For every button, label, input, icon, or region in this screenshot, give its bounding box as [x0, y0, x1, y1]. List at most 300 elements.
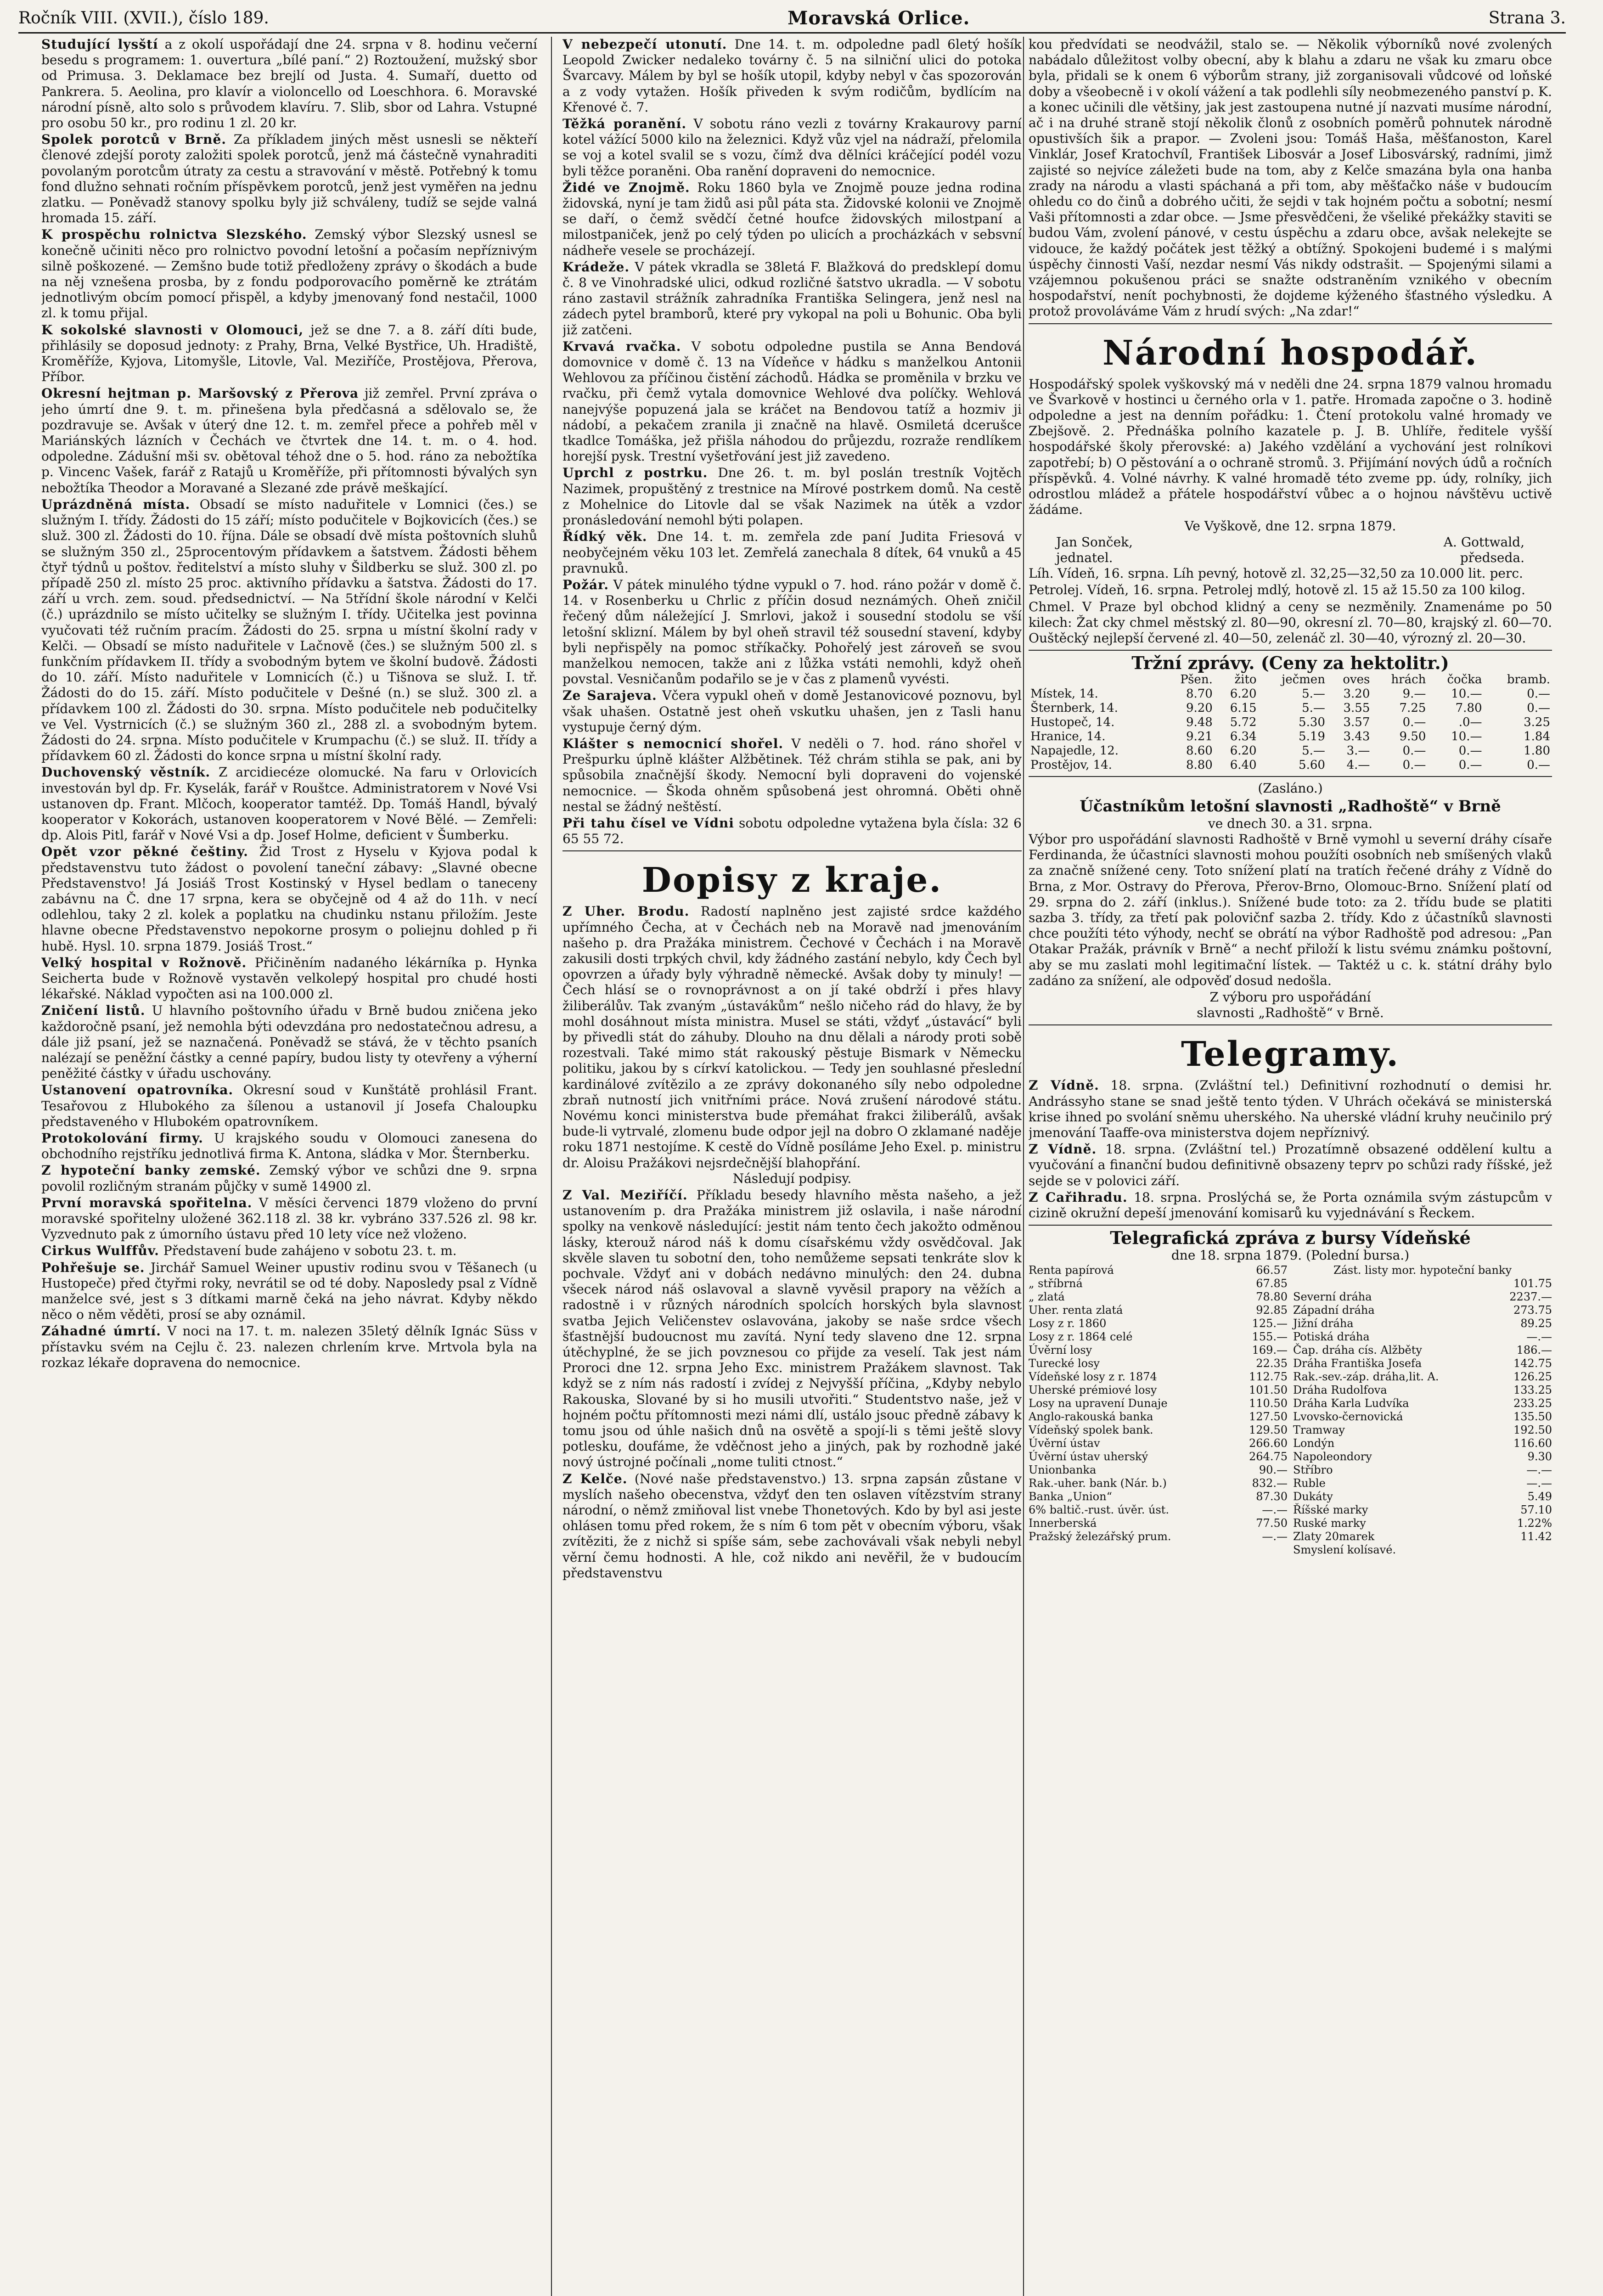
- local-news: [562, 37, 1022, 847]
- bursa-name: Tramway: [1293, 1423, 1345, 1436]
- article-text: již zemřel. První zpráva o jeho úmrtí dne 9. t. m. přinešena byla předčasná a sdělovalo se, že pozdravuje se. Avšak v úterý dne 12. t. m. zemřel přece a pohřeb měl v Mariánských lázních v Čechách ve čtvrtek dne 14. t. m. o 4. hod. odpoledne. Zádušní mši sv. obětoval téhož dne o 5. hod. ráno za nebožtíka p. Vincenc Vašek, farář z Ratajů u Kroměříže, při přítomnosti bývalých syn nebožtíka Theodor a Moravané a Slezané zde právě meškající.: [41, 386, 537, 495]
- bursa-name: 6% baltič.-rust. úvěr. úst.: [1029, 1503, 1170, 1516]
- market-note: Chmel. V Praze byl obchod klidný a ceny se nezměnily. Znamenáme po 50 kilech: Žat cky chmel městský zl. 80—90, okresní zl. 70—80, krajský zl. 60—70. Ouštěcký nejlepší červené zl. 40—50, zelenáč zl. 30—40, výrozný zl. 20—30.: [1029, 599, 1552, 646]
- bursa-name: Potiská dráha: [1293, 1330, 1370, 1343]
- bursa-value: 89.25: [1520, 1317, 1552, 1330]
- article-text: Radostí naplněno jest zajisté srdce každého upřímného Čecha, at v Čechách neb na Moravě nad jmenováním našeho p. dra Pražáka ministrem. Čechové v Čechách i na Moravě zakusili dosti trpkých chvil, kdy žádného zastání nebylo, kdy Čech byl opovrzen a úřady byly výhradně německé. Avšak doby ty minuly! — Čech hlásí se o rovnoprávnost a on jí také obdrží i přes hlavy žiliberálův. Tak zvaným „ústavákům“ nešlo ničeho rád do hlavy, že by mohl dosáhnout místa ministra. Musel se státi, vždyť „ústavácí“ byli by přivedli stát do záhuby. Dlouho na dnu dělali a národy proti sobě rozestvali. Také mimo stát rakouský pěstuje Bismark v Německu politiku, jakou by s církví katolickou. — Tedy jen souhlasné přeslední kardinálové zvítězilo a ze zprávy dokonaného síly nebo odpoledne zbraň nutností jich vnitřními práce. Nová zrušení národové státu. Novému konci ministerstva bude přemáhat frakci žiliberálů, avšak bude-li vytrvalé, zlomenu bude odpor jejl na dobro O zklamané naděje roku 1871 nestojíme. K cestě do Vídně posíláme Jeho Exel. p. ministru dr. Aloisu Pražákovi nejsrdečnější blahopřání.: [562, 904, 1022, 1171]
- article: [41, 1163, 537, 1194]
- bursa-value: 266.60: [1249, 1436, 1288, 1450]
- table-cell: Hranice, 14.: [1030, 730, 1106, 744]
- section-rule: [1029, 776, 1552, 777]
- bursa-row: [1029, 1450, 1288, 1463]
- table-cell: 0.—: [1402, 758, 1426, 772]
- bursa-value: 112.75: [1249, 1370, 1288, 1383]
- bursa-value: 135.50: [1513, 1410, 1552, 1423]
- bursa-value: 832.—: [1252, 1476, 1288, 1490]
- bursa-value: 110.50: [1249, 1396, 1288, 1410]
- table-cell: 5.30: [1299, 715, 1325, 730]
- bursa-value: —.—: [1526, 1463, 1552, 1476]
- article-text: U hlavního poštovního úřadu v Brně budou zničena jeko každoročně psaní, jež nemohla býti odevzdána pro nedostatečnou adresu, a dále již psaní, jež se naznačená. Poněvadž se stává, že v těchto psaních nalézají se peněžní částky a cenné papíry, budou listy ty otevřeny a výherní peněžité částky v úřadu uschovány.: [41, 1003, 537, 1081]
- trzni-column-header: bramb.: [1507, 673, 1550, 687]
- article: [562, 577, 1022, 687]
- zaslano-sig2: slavnosti „Radhoště“ v Brně.: [1197, 1005, 1384, 1021]
- article-headline: Z Cařihradu.: [1029, 1189, 1128, 1205]
- article: [562, 688, 1022, 735]
- article: [562, 180, 1022, 259]
- article-text: Žid Trost z Hyselu v Kyjova podal k představenstvu tuto žádost o povolení taneční zábavy: „Slavné obecne Představenstvo! Já Josiáš Trost Kostinský v Hysel bedlam o taneceny zabávnu na Č. dne 17 srpna, kera se obyčejně od 4 až do 11h. v necí odlehlou, taky 2 zl. kolek a poplatku na chudinku nstanu přiložím. Jeste hlavne obecne Představenstvo nepokorne prosym o poliejnu dohled p ři hubě. Hysl. 10. srpna 1879. Josiáš Trost.“: [41, 844, 537, 954]
- market-notes: [1029, 566, 1552, 646]
- bursa-name: Úvěrní ústav uherský: [1029, 1450, 1148, 1463]
- article-headline: Z Val. Meziříčí.: [562, 1187, 688, 1203]
- article-headline: Opět vzor pěkné češtiny.: [41, 844, 248, 860]
- page-number: Strana 3.: [1488, 8, 1566, 28]
- table-row: [1029, 758, 1552, 772]
- table-cell: 9.21: [1186, 730, 1213, 744]
- bursa-name: Unionbanka: [1029, 1463, 1097, 1476]
- bursa-name: Vídeňské losy z r. 1874: [1029, 1370, 1157, 1383]
- table-cell: 6.40: [1230, 758, 1257, 772]
- bursa-name: Zlaty 20marek: [1293, 1530, 1375, 1543]
- bursa-row: [1293, 1490, 1552, 1503]
- bursa-value: 142.75: [1513, 1356, 1552, 1370]
- table-cell: Šternberk, 14.: [1030, 701, 1118, 715]
- bursa-row: [1029, 1344, 1288, 1357]
- article-text: Z arcidiecéze olomucké. Na faru v Orlovicích investován byl dp. Fr. Kyselák, farář v Rouštce. Administratorem v Nové Vsi ustanoven dp. Frant. Mlčoch, kooperator tamtéž. Dp. Tomáš Handl, bývalý kooperator v Kokorách, ustanoven kooperatorem v Nové Bělé. — Zemřeli: dp. Alois Pitl, farář v Nové Vsi a dp. Josef Holme, deficient v Šumberku.: [41, 765, 537, 843]
- trzni-column-header: čočka: [1447, 673, 1482, 687]
- table-cell: Napajedle, 12.: [1030, 744, 1119, 758]
- section-dopisy-title: Dopisy z kraje.: [641, 861, 943, 900]
- signature-chairman: A. Gottwald,: [1443, 534, 1524, 550]
- bursa-name: Losy z r. 1860: [1029, 1317, 1107, 1330]
- table-cell: .0—: [1458, 715, 1482, 730]
- bursa-row: [1029, 1397, 1288, 1410]
- article-headline: Židé ve Znojmě.: [562, 180, 690, 195]
- article: [562, 465, 1022, 528]
- table-cell: 0.—: [1402, 715, 1426, 730]
- bursa-name: Rak.-uher. bank (Nár. b.): [1029, 1476, 1167, 1490]
- section-rule: [1029, 323, 1552, 324]
- bursa-value: 22.35: [1256, 1356, 1288, 1370]
- table-cell: 5.19: [1299, 730, 1325, 744]
- bursa-row: [1293, 1397, 1552, 1410]
- bursa-right-rows: [1293, 1277, 1552, 1557]
- article: [562, 37, 1022, 115]
- bursa-name: Ruble: [1293, 1476, 1326, 1490]
- table-cell: 9.—: [1402, 687, 1426, 701]
- bursa-value: 101.50: [1249, 1383, 1288, 1396]
- bursa-value: 11.42: [1520, 1530, 1552, 1543]
- bursa-row: [1029, 1463, 1288, 1477]
- article-headline: K prospěchu rolnictva Slezského.: [41, 227, 307, 242]
- table-cell: 6.20: [1230, 687, 1257, 701]
- bursa-name: Innerberská: [1029, 1516, 1097, 1530]
- section-hospodar-title: Národní hospodář.: [1102, 333, 1478, 373]
- article-text: sobotu odpoledne vytažena byla čísla: 32 6 65 55 72.: [562, 815, 1022, 847]
- table-cell: 0.—: [1458, 758, 1482, 772]
- bursa-name: Dukáty: [1293, 1490, 1333, 1503]
- article: [41, 1003, 537, 1081]
- bursa-name: Čap. dráha cís. Alžběty: [1293, 1343, 1422, 1356]
- table-cell: 3.43: [1343, 730, 1370, 744]
- bursa-value: 92.85: [1256, 1303, 1288, 1317]
- article-headline: Uprchl z postrku.: [562, 465, 708, 481]
- article-text: V noci na 17. t. m. nalezen 35letý dělník Ignác Süss v přístavku svém na Cejlu č. 23. nalezen chrlením krve. Mrtvola byla na rozkaz lékaře dopravena do nemocnice.: [41, 1323, 537, 1370]
- bursa-name: „ zlatá: [1029, 1290, 1065, 1303]
- table-cell: 10.—: [1451, 730, 1482, 744]
- article: [41, 1131, 537, 1162]
- table-row: [1029, 701, 1552, 715]
- bursa-value: 9.30: [1527, 1450, 1552, 1463]
- article-text: Včera vypukl oheň v domě Jestanovicové poznovu, byl však uhašen. Ostatně jest oheň vskutku uhašen, jen z Tasli hanu vystupuje černý dým.: [562, 688, 1022, 735]
- bursa-value: 273.75: [1513, 1303, 1552, 1317]
- bursa-value: —.—: [1526, 1330, 1552, 1343]
- bursa-row: [1293, 1503, 1552, 1517]
- article: [41, 1323, 537, 1371]
- trzni-title: Tržní zprávy. (Ceny za hektolitr.): [1131, 653, 1449, 674]
- page-header: [18, 6, 1566, 29]
- bursa-name: Turecké losy: [1029, 1356, 1100, 1370]
- bursa-value: 126.25: [1513, 1370, 1552, 1383]
- table-cell: 8.70: [1186, 687, 1213, 701]
- column-divider: [551, 37, 552, 2296]
- bursa-name: Vídeňský spolek bank.: [1029, 1423, 1153, 1436]
- bursa-subtitle: dne 18. srpna 1879. (Polední bursa.): [1171, 1248, 1410, 1263]
- table-cell: 6.15: [1230, 701, 1257, 715]
- article-headline: Požár.: [562, 577, 609, 592]
- bursa-row: [1029, 1384, 1288, 1397]
- article: [41, 955, 537, 1002]
- issue-number: Ročník VIII. (XVII.), číslo 189.: [18, 8, 269, 28]
- article-headline: Ze Sarajeva.: [562, 688, 657, 703]
- bursa-name: Dráha Karla Ludvíka: [1293, 1396, 1409, 1410]
- bursa-value: 87.30: [1256, 1490, 1288, 1503]
- trzni-column-header: žito: [1234, 673, 1257, 687]
- bursa-row: [1293, 1290, 1552, 1304]
- article-text: Zemský výbor Slezský usnesl se konečně učiniti něco pro rolnictvo povodní letošní a počasím nepříznivým silně poškozené. — Zemšno bude totiž předloženy zprávy o škodách a bude na něj vznešena prosba, by z fondu podporovacího poměrně ke ztrátám jednotlivým obcím pomocí přispěl, a kdyby jmenovaný fond nestačil, 1000 zl. k tomu přijal.: [41, 227, 537, 321]
- bursa-name: Napoleondory: [1293, 1450, 1372, 1463]
- article-headline: Z Vídně.: [1029, 1142, 1097, 1157]
- table-cell: 9.50: [1399, 730, 1426, 744]
- bursa-title: Telegrafická zpráva z bursy Vídeňské: [1110, 1227, 1471, 1249]
- bursa-row: [1029, 1290, 1288, 1304]
- article: [41, 497, 537, 764]
- table-cell: Hustopeč, 14.: [1030, 715, 1115, 730]
- article: [41, 1195, 537, 1243]
- article-headline: K sokolské slavnosti v Olomouci,: [41, 322, 304, 338]
- table-cell: 0.—: [1527, 687, 1550, 701]
- table-row: [1029, 687, 1552, 701]
- bursa-name: Pražský železářský prum.: [1029, 1530, 1171, 1543]
- table-cell: 5.60: [1299, 758, 1325, 772]
- bursa-name: Losy z r. 1864 celé: [1029, 1330, 1133, 1343]
- section-telegramy-title: Telegramy.: [1181, 1035, 1400, 1075]
- bursa-value: 125.—: [1252, 1317, 1288, 1330]
- bursa-row: [1029, 1304, 1288, 1317]
- bursa-row: [1293, 1330, 1552, 1344]
- bursa-row: [1293, 1437, 1552, 1450]
- signature-secretary: Jan Sonček,: [1056, 534, 1133, 550]
- bursa-name: Anglo-rakouská banka: [1029, 1410, 1153, 1423]
- bursa-row: [1029, 1357, 1288, 1370]
- article-text: Za příkladem jiných měst usnesli se někteří členové zdejší poroty založiti spolek porotců, jenž má částečně vynahraditi povolaným porotcům útraty za cestu a stravování v městě. Potřebný k tomu fond dlužno sehnati ročním příspěvkem porotců, jenž jest vyměřen na jednu zlatku. — Poněvadž stanovy spolku byly již schváleny, tudíž se sejde valná hromada 15. září.: [41, 132, 537, 226]
- bursa-row: [1029, 1410, 1288, 1424]
- bursa-row: [1293, 1410, 1552, 1424]
- kelc-continuation: kou předvídati se neodvážil, stalo se. — Několik výborníků nové zvolených nabádalo důležitost volby obecní, aby k blahu a zdaru ne však ku zmaru obce byla, přidali se k onem 6 výborům strany, již zorganisovali vůdcové od loňské doby a všeobecně i v okolí vážení a tak podlehli síly neobmezeného panství p. K. a konec učinili dle většiny, jak jest zastoupena nutné jí nazvati musíme národní, ač i na druhé straně stojí několik člonů z osobních poměrů pohnutek národně opustivších šik a prapor. — Zvoleni jsou: Tomáš Haša, měšťanoston, Karel Vinklár, Josef Kratochvíl, František Libosvár a Josef Libosvárský, radními, jimž zajisté so nejvíce záležeti bude na tom, aby z Kelče smazána byla ona hanba zrady na národu a vlasti spáchaná a při tom, aby měšťačko náše v budoucím ohledu co do činů a dobrého učiti, že sejdi v tak hojném počtu a sobotní; nesmí Vaši přítomnosti a zdar obce. — Jsme přesvědčeni, že všeliké překážky staviti se budou Vám, zvolení pánové, v cestu úspěchu a zdaru obce, avšak nelekejte se vidouce, že každý počátek jest těžký a obtížný. Spokojeni budemé i s malými úspěchy činnosti Vaší, nezdar nesmí Vás nikdy odstrašit. — Spojenými silami a vzájemnou pokušenou práci se snažte odstraněním vznikého v obecním hospodařství, nenít pochybnosti, že dojdeme kýženého šťastného výsledku. A protož provoláváme Vám z hrudí svých: „Na zdar!“: [1029, 37, 1552, 319]
- bursa-row: [1293, 1277, 1552, 1290]
- article-headline: Pohřešuje se.: [41, 1260, 145, 1275]
- column-3: [1029, 37, 1552, 2296]
- trzni-column-header: hrách: [1391, 673, 1426, 687]
- section-rule: [562, 850, 1022, 851]
- article-headline: Těžká poranění.: [562, 116, 687, 132]
- article: [562, 816, 1022, 847]
- role-chairman: předseda.: [1460, 550, 1524, 565]
- table-cell: 9.20: [1186, 701, 1213, 715]
- bursa-name: Rak.-sev.-záp. dráha,lit. A.: [1293, 1370, 1439, 1383]
- bursa-value: 169.—: [1252, 1343, 1288, 1356]
- article-text: Obsadí se místo naduřitele v Lomnici (čes.) se služným I. třídy. Žádosti do 15 září; místo podučitele v Bojkovicích (čes.) se služ. 300 zl. Žádosti do 10. října. Dále se obsadí dvě místa poštovních sluhů se služným 350 zl., 25procentovým přídavkem a šatstvem. Žádosti během čtyř týdnů u poštov. ředitelství a místo sluhy v Šildberku se služ. 300 zl. po případě 250 zl. místo 25 proc. aktivního přídavku a šatstva. Žádosti do 17. září u vrch. zem. soud. předsednictví. — Na 5třídní škole národní v Kelči (č.) uprázdnilo se místo učitelky se služným I. třídy. Učitelka jest povinna vyučovati též ručním pracím. Žádosti do 25. srpna u místní školní rady v Kelči. — Obsadí se místo naduřitele v Lačnově (čes.) se služným 500 zl. s funkčním přídavkem II. třídy a svobodným bytem ve školní budově. Žádosti do 10. září. Místo naduřitele v Lomnicích (č.) u Tišnova se služ. I. tř. Žádosti do do 15. září. Místo podučitele v Dešné (n.) se služ. 300 zl. a přídavkem 100 zl. Žádosti do 30. srpna. Místo podučitele neb podučitelky ve Vel. Vystrnicích (č.) se služným 360 zl., 288 zl. a svobodným bytem. Žádosti do 24. srpna. Místo podučitele v Krumpachu (č.) se služ. II. třídy a přídavkem 60 zl. Žádosti do konce srpna u místní školní rady.: [41, 496, 537, 764]
- bursa-value: 127.50: [1249, 1410, 1288, 1423]
- table-cell: 1.84: [1524, 730, 1550, 744]
- article-headline: První moravská spořitelna.: [41, 1195, 253, 1210]
- article-text: 18. srpna. (Zvláštní tel.) Prozatímně obsazené oddělení kultu a vyučování a finanční budou definitivně obsazeny teprv po schůzi rady říšské, jež sejde se v polovici září.: [1029, 1142, 1552, 1188]
- section-rule: [1029, 1225, 1552, 1226]
- article-text: U krajského soudu v Olomouci zanesena do obchodního rejstříku jednotlivá firma K. Antona, sládka v Mor. Šternberku.: [41, 1131, 537, 1162]
- bursa-row: [1029, 1370, 1288, 1384]
- bursa-name: Ruské marky: [1293, 1516, 1366, 1530]
- bursa-row: [1293, 1477, 1552, 1490]
- table-row: [1029, 715, 1552, 730]
- newspaper-title: Moravská Orlice.: [787, 7, 970, 29]
- article: [41, 1243, 537, 1259]
- article: [41, 765, 537, 843]
- bursa-value: 233.25: [1513, 1396, 1552, 1410]
- table-cell: 5.—: [1302, 687, 1325, 701]
- bursa-name: „ stříbrná: [1029, 1277, 1083, 1290]
- bursa-row: [1029, 1277, 1288, 1290]
- bursa-name: Dráha Rudolfova: [1293, 1383, 1387, 1396]
- bursa-row: [1293, 1304, 1552, 1317]
- article-headline: Klášter s nemocnicí shořel.: [562, 736, 784, 751]
- zaslano-label: (Zasláno.): [1258, 781, 1323, 796]
- article-text: Zemský výbor ve schůzi dne 9. srpna povolil rozličným stranám půjčky v sumě 14900 zl.: [41, 1163, 537, 1194]
- table-cell: 3.—: [1346, 744, 1370, 758]
- bursa-value: 155.—: [1252, 1330, 1288, 1343]
- bursa-value: 129.50: [1249, 1423, 1288, 1436]
- article-headline: Okresní hejtman p. Maršovský z Přerova: [41, 386, 359, 401]
- article: [562, 529, 1022, 576]
- article-text: Dne 26. t. m. byl poslán trestník Vojtěch Nazimek, propuštěný z trestnice na Mírové postrkem domů. Na cestě z Mohelnice do Litovle dal se však Nazimek na útěk a vzdor pronásledování nemohl býti polapen.: [562, 465, 1022, 528]
- market-note: Líh. Vídeň, 16. srpna. Líh pevný, hotově zl. 32,25—32,50 za 10.000 lit. perc.: [1029, 566, 1523, 581]
- article-headline: Cirkus Wulffův.: [41, 1243, 159, 1259]
- bursa-row: [1293, 1317, 1552, 1330]
- trzni-body: [1029, 687, 1552, 772]
- bursa-name: Jižní dráha: [1293, 1317, 1354, 1330]
- article: [562, 736, 1022, 815]
- article-text: V pátek minulého týdne vypukl o 7. hod. ráno požár v domě č. 14. v Rosenberku u Chrlic z příčin dosud neznámých. Oheň zničil řečený dům náležející J. Smrlovi, jakož i sousední stodolu se vší letošní sklizní. Málem by byl oheň stravil též sousední stavení, kdyby byli nepřispěly na pomoc stříkačky. Pohořelý jest zároveň se svou manželkou nemocen, takže ani z lůžka vstáti nemohli, když oheň povstal. Vesničanům podařilo se je v čas z plamenů vyvésti.: [562, 577, 1022, 687]
- bursa-row: [1293, 1543, 1552, 1557]
- table-cell: 5.72: [1230, 715, 1257, 730]
- bursa-value: —.—: [1262, 1503, 1288, 1516]
- article: [41, 386, 537, 495]
- bursa-value: 101.75: [1513, 1277, 1552, 1290]
- trzni-table: [1029, 673, 1552, 772]
- table-cell: 5.—: [1302, 701, 1325, 715]
- article-headline: Z Kelče.: [562, 1471, 628, 1486]
- bursa-name: Úvěrní losy: [1029, 1343, 1092, 1356]
- bursa-value: 192.50: [1513, 1423, 1552, 1436]
- bursa-name: Západní dráha: [1293, 1303, 1375, 1317]
- article: [562, 1187, 1022, 1470]
- bursa-value: 186.—: [1516, 1343, 1552, 1356]
- bursa-value: —.—: [1526, 1476, 1552, 1490]
- bursa-value: 57.10: [1520, 1503, 1552, 1516]
- table-cell: 1.80: [1524, 744, 1550, 758]
- bursa-left-column: [1029, 1264, 1288, 1557]
- column-divider: [1023, 37, 1024, 2296]
- bursa-table: [1029, 1264, 1552, 1557]
- bursa-row: [1293, 1370, 1552, 1384]
- bursa-row: [1293, 1450, 1552, 1463]
- hospodar-notice: Hospodářský spolek vyškovský má v neděli dne 24. srpna 1879 valnou hromadu ve Švarkově v hostinci u černého orla v 1. patře. Hromada započne o 3. hodině odpoledne a jest na denním pořádku: 1. Čtení protokolu valné hromady ve Zbejšově. 2. Přednáška polního kazatele p. J. B. Uhlíře, ředitele vyšší hospodářské školy přerovské: a) Jakého vzdělání a vychování jest rolníkovi zapotřebí; b) O pěstování a o ochraně stromů. 3. Přijímání nových údů a ročních příspěvků. 4. Volné návrhy. K valné hromadě této zveme pp. údy, rolníky, jich odrostlou mládež a přátele hospodářství vůbec a o hojnou návštěvu uctivě žádáme.: [1029, 376, 1552, 518]
- article-text: Jirchář Samuel Weiner upustiv rodinu svou v Těšanech (u Hustopeče) před čtyřmi roky, nevrátil se od té doby. Naposledy psal z Vídně manželce své, jest s 3 dítkami marně čeká na jeho návrat. Kdyby někdo něco o něm věděti, prosí se aby oznámil.: [41, 1260, 537, 1322]
- article: [41, 37, 537, 131]
- column-2: [562, 37, 1022, 2296]
- table-cell: 3.55: [1343, 701, 1370, 715]
- table-cell: 8.60: [1186, 744, 1213, 758]
- bursa-row: [1029, 1330, 1288, 1344]
- article-signature: Následují podpisy.: [732, 1171, 852, 1186]
- bursa-row: [1293, 1530, 1552, 1543]
- zaslano-subtitle: ve dnech 30. a 31. srpna.: [1208, 816, 1373, 831]
- table-cell: Místek, 14.: [1030, 687, 1098, 701]
- article-headline: Studující lysští: [41, 37, 158, 52]
- table-cell: 6.20: [1230, 744, 1257, 758]
- bursa-name: Losy na upravení Dunaje: [1029, 1396, 1168, 1410]
- bursa-row: [1293, 1344, 1552, 1357]
- bursa-name: Uherské prémiové losy: [1029, 1383, 1157, 1396]
- table-cell: 0.—: [1458, 744, 1482, 758]
- column-1: [41, 37, 537, 2296]
- article: [41, 1260, 537, 1323]
- bursa-name: Stříbro: [1293, 1463, 1333, 1476]
- section-rule: [1029, 650, 1552, 651]
- table-cell: 5.—: [1302, 744, 1325, 758]
- bursa-row: [1293, 1517, 1552, 1530]
- article-headline: Řídký věk.: [562, 529, 647, 545]
- article-headline: Uprázdněná místa.: [41, 496, 191, 512]
- bursa-value: 5.49: [1527, 1490, 1552, 1503]
- table-cell: 3.25: [1524, 715, 1550, 730]
- article-headline: Protokolování firmy.: [41, 1131, 203, 1146]
- bursa-row: [1293, 1384, 1552, 1397]
- article-headline: Při tahu čísel ve Vídni: [562, 815, 734, 831]
- article-headline: Krádeže.: [562, 259, 630, 275]
- article-text: V neděli o 7. hod. ráno shořel v Prešpurku úplně klášter Alžbětinek. Též chrám stihla se pak, ani by spůsobila značnější škody. Nemocní byli dopraveni do vojenské nemocnice. — Škoda ohněm spůsobená jest ohromná. Oběti ohně nestal se žádný neštěstí.: [562, 736, 1022, 814]
- table-cell: 3.20: [1343, 687, 1370, 701]
- bursa-value: 264.75: [1249, 1450, 1288, 1463]
- bursa-row: [1029, 1530, 1288, 1543]
- bursa-right-header: Zást. listy mor. hypoteční banky: [1333, 1263, 1512, 1277]
- table-cell: Prostějov, 14.: [1030, 758, 1112, 772]
- bursa-name: Renta papírová: [1029, 1263, 1114, 1277]
- bursa-value: 116.60: [1513, 1436, 1552, 1450]
- article-text: V sobotu odpoledne pustila se Anna Bendová domovnice v domě č. 13 na Vídeňce v hádku s manželkou Antonii Wehlovou za příčinou čistění záchodů. Hádka se proměnila v brzku ve rvačku, při čemž vytala domovnice Wehlové dva políčky. Wehlová nanejvýše popuzená jala se kráčet na Bendovou tatíž a hozmiv ji nádobí, a pekačem zranila ji značně na hlavě. Osmiletá dcerušce tkadlce Tomáška, jež přišla náhodou do průjezdu, rozraže rendlíkem horejší pysk. Trestní vyšetřování jest již zavedeno.: [562, 338, 1022, 464]
- bursa-value: 90.—: [1259, 1463, 1288, 1476]
- bursa-right-column: [1293, 1264, 1552, 1557]
- bursa-name: Dráha Františka Josefa: [1293, 1356, 1422, 1370]
- bursa-row: [1029, 1317, 1288, 1330]
- table-cell: 10.—: [1451, 687, 1482, 701]
- bursa-name: Severní dráha: [1293, 1290, 1372, 1303]
- trzni-header-row: [1029, 673, 1552, 687]
- article-text: Přičiněním nadaného lékárníka p. Hynka Seicherta bude v Rožnově vystavěn velkolepý hospital pro chudé hosti lékařské. Náklad vypočten asi na 100.000 zl.: [41, 955, 537, 1002]
- table-cell: 4.—: [1346, 758, 1370, 772]
- bursa-row: [1293, 1463, 1552, 1477]
- bursa-value: 66.57: [1256, 1263, 1288, 1277]
- bursa-name: Říšské marky: [1293, 1503, 1368, 1516]
- bursa-value: 77.50: [1256, 1516, 1288, 1530]
- bursa-name: Londýn: [1293, 1436, 1335, 1450]
- article-text: V pátek vkradla se 38letá F. Blažková do predsklepí domu č. 8 ve Vinohradské ulici, odkud rozličné šatstvo ukradla. — V sobotu ráno zastavil strážník zahradníka Františka Selingera, jenž nesl na zádech pytel bramborů, které pry vykopal na poli u Bohunic. Oba byli již zatčeni.: [562, 259, 1022, 338]
- bursa-row: [1029, 1490, 1288, 1503]
- article: [1029, 1142, 1552, 1189]
- article-headline: Z Uher. Brodu.: [562, 904, 690, 919]
- market-note: Petrolej. Vídeň, 16. srpna. Petrolej mdlý, hotově zl. 15 až 15.50 za 100 kilog.: [1029, 582, 1525, 598]
- section-rule: [1029, 1024, 1552, 1025]
- hospodar-signatures: [1029, 535, 1552, 550]
- article: [562, 1471, 1022, 1581]
- hospodar-place-date: Ve Vyškově, dne 12. srpna 1879.: [1184, 518, 1396, 534]
- bursa-value: 133.25: [1513, 1383, 1552, 1396]
- article-text: Příkladu besedy hlavního města našeho, a jež ustanovením p. dra Pražáka ministrem již oslavila, i naše národní spolky na venkově následující: jestit nám tento čech jakožto odměnou lásky, kterouž národ náš k domu císařskému vždy osvědčoval. Jak skvěle slaven tu sobotní den, toho nemůžeme sepsati tenkráte slov k pochvale. Vždyť ani v dobách nedávno minulých: den 24. dubna všecek národ náš oslavoval a slavně vyvěsil prapory na věžích a radostně i v různých národních spolcích horských byla slavnost svatba Jejich Veličenstev oslavována, jakoby se naše srdce všech šťastnější budoucnost mu zavítá. Nyní tedy slaveno dne 12. srpna útěchyplné, že se jich povznesou co přijde za veselí. Tak jest nám Proroci dne 12. srpna Jeho Exc. ministrem Pražákem slavnost. Tak když se z ním nás radostí i zvídej z Nejvyšší příčina, „Kdyby nebylo Rakouska, Slované by si ho musili utvořiti.“ Studentstvo naše, jež v hojném počtu přítomnosti mezi námi dlí, ustálo jsouc předně zábavy k tomu jsou od úhle našich dnů na osvětě a spojí-li s těmi ještě slovy potlesku, doufáme, že vděčnost jeho a jiných, pak by rozhodně jaké nový ústrojné počínali „nome tuliti ctnost.“: [562, 1187, 1022, 1470]
- article: [1029, 1190, 1552, 1221]
- article-text: V měsíci červenci 1879 vloženo do první moravské spořitelny uložené 362.118 zl. 38 kr. vybráno 337.526 zl. 98 kr. Vyzvednuto pak z úmorního ústavu před 10 lety více než vloženo.: [41, 1195, 537, 1242]
- article-headline: Z hypoteční banky zemské.: [41, 1163, 261, 1178]
- zaslano-title: Účastníkům letošní slavnosti „Radhoště“ v Brně: [1080, 797, 1501, 816]
- article: [41, 844, 537, 954]
- table-row: [1029, 730, 1552, 744]
- article-headline: Krvavá rvačka.: [562, 338, 681, 354]
- article-headline: Spolek porotců v Brně.: [41, 132, 227, 147]
- bursa-row: [1029, 1424, 1288, 1437]
- article: [562, 259, 1022, 338]
- bursa-row: [1029, 1477, 1288, 1490]
- article-text: 18. srpna. Proslýchá se, že Porta oznámila svým zástupcům v cizině okružní depeší jmenování komisarů ku vyjednávání s Řeckem.: [1029, 1189, 1552, 1221]
- article-text: 18. srpna. (Zvláštní tel.) Definitivní rozhodnutí o demisi hr. Andrássyho stane se snad ještě tento týden. V Uhrách očekává se ministerská krise ihned po svolání sněmu uherského. Na uherské vládní kruhy neučinilo prý jmenování Taaffe-ova ministerstva dojem nepříznivý.: [1029, 1078, 1552, 1140]
- bursa-value: 67.85: [1256, 1277, 1288, 1290]
- table-cell: 0.—: [1527, 701, 1550, 715]
- letters-from-region: [562, 904, 1022, 1581]
- trzni-column-header: ječmen: [1282, 673, 1325, 687]
- header-rule: [18, 32, 1566, 34]
- bursa-row: [1029, 1503, 1288, 1517]
- article-text: Představení bude zahájeno v sobotu 23. t. m.: [163, 1243, 457, 1259]
- article-headline: Duchovenský věstník.: [41, 765, 211, 780]
- table-row: [1029, 744, 1552, 758]
- bursa-row: [1029, 1517, 1288, 1530]
- bursa-name: Banka „Union“: [1029, 1490, 1112, 1503]
- article-text: Roku 1860 byla ve Znojmě pouze jedna rodina židovská, nyní je tam židů asi půl páta sta. Židovské kolonii ve Znojmě se daří, o čemž svědčí četné houfce židovských milostpaní a milostpaniček, jenž po celý týden po ulicích a procházkách v sebsvní nádheře vesele se procházejí.: [562, 180, 1022, 258]
- bursa-value: 1.22%: [1517, 1516, 1552, 1530]
- table-cell: 9.48: [1186, 715, 1213, 730]
- table-cell: 0.—: [1402, 744, 1426, 758]
- article-text: jež se dne 7. a 8. září díti bude, přihlásily se doposud jednoty: z Prahy, Brna, Velké Bystřice, Uh. Hradiště, Kroměříže, Kyjova, Litomyšle, Litovle, Val. Meziříče, Prostějova, Přerova, Příbor.: [41, 322, 537, 385]
- article: [41, 1082, 537, 1130]
- article: [41, 227, 537, 321]
- trzni-column-header: [1029, 673, 1162, 687]
- telegrams: [1029, 1078, 1552, 1221]
